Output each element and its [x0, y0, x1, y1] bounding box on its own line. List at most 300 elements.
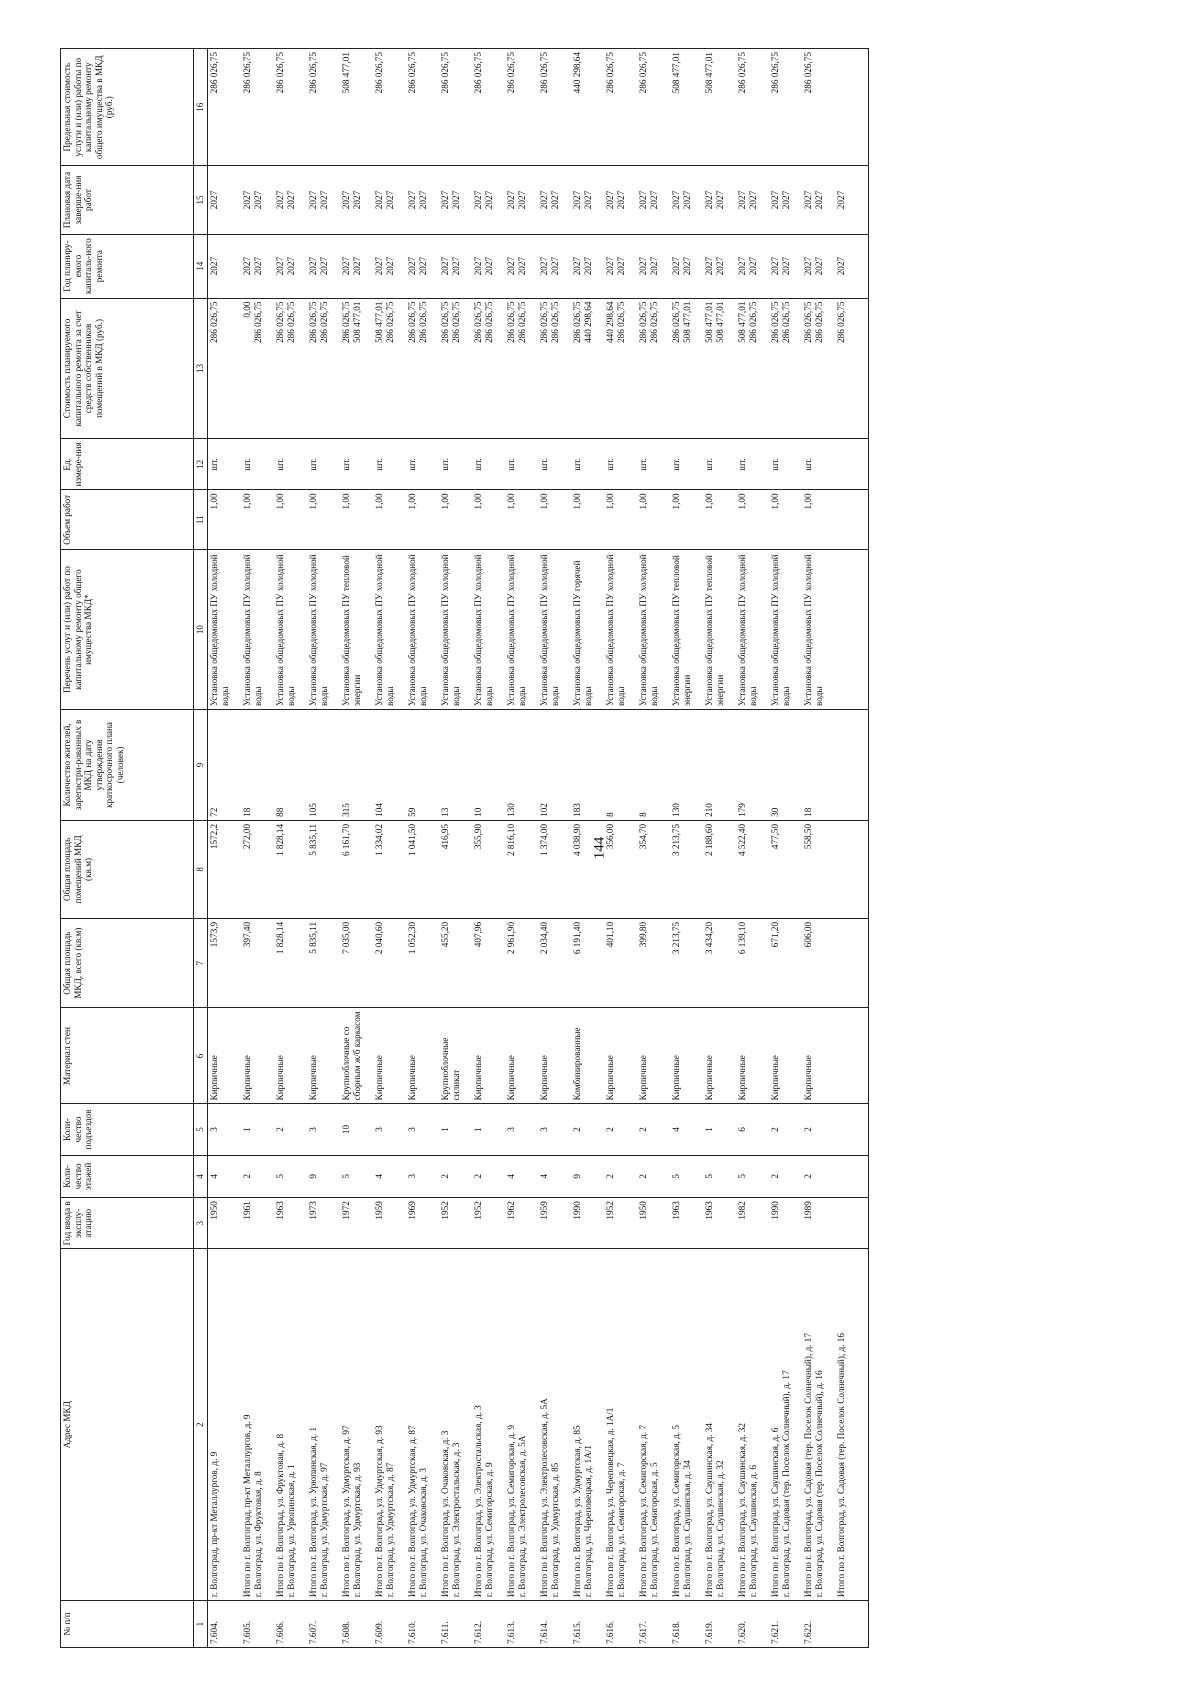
entrances: 1: [241, 1104, 274, 1155]
premises-area: 4 038,90: [571, 820, 604, 918]
floors: 2: [802, 1155, 835, 1198]
address-cell: [472, 1249, 505, 1601]
commission-year: 1959: [538, 1198, 571, 1249]
completion-date-cell: [505, 166, 538, 234]
table-row: [604, 49, 637, 1648]
completion-date: 2027: [319, 190, 330, 210]
cost-cell: [571, 298, 604, 439]
column-number: 8: [194, 820, 208, 918]
table-row: [703, 49, 736, 1648]
table-row: [670, 49, 703, 1648]
residents: 88: [274, 710, 307, 821]
subtotal-cost: 286 026,75: [341, 301, 351, 343]
work-volume: 1,00: [472, 490, 505, 550]
repair-year: 2027: [418, 256, 429, 276]
column-number: 4: [194, 1155, 208, 1198]
completion-date: 2027: [209, 190, 219, 210]
subtotal-label: Итого по г. Волгоград, ул. Саушинская, д. 6: [770, 1427, 780, 1598]
limit-cost: 286 026,75: [373, 49, 406, 166]
entrances: 3: [307, 1104, 340, 1155]
cost-cell: [208, 298, 242, 439]
entrances: 4: [670, 1104, 703, 1155]
cost: 286 026,75: [253, 301, 264, 343]
repair-plan-table: [60, 48, 869, 1648]
wall-material: Кирпичные: [307, 1008, 340, 1104]
work-volume: 1,00: [505, 490, 538, 550]
commission-year: 1950: [637, 1198, 670, 1249]
address: г. Волгоград, ул. Семигорская, д. 7: [616, 1462, 627, 1598]
limit-cost: 286 026,75: [505, 49, 538, 166]
cost-cell: [373, 298, 406, 439]
subtotal-label: Итого по г. Волгоград, ул. Удмуртская, д. 93: [374, 1425, 384, 1598]
cost: 508 477,01: [682, 301, 693, 343]
premises-area: 2 188,60: [703, 820, 736, 918]
residents: 18: [241, 710, 274, 821]
row-number: 7.618.: [670, 1601, 703, 1648]
entrances: 6: [736, 1104, 769, 1155]
table-body: [208, 49, 869, 1648]
floors: 2: [439, 1155, 472, 1198]
subtotal-completion-date: 2027: [638, 190, 648, 210]
floors: 5: [340, 1155, 373, 1198]
subtotal-label: Итого по г. Волгоград, ул. Саушинская, д. 32: [737, 1423, 747, 1598]
address: г. Волгоград, ул. Электростальская, д. 3: [451, 1442, 462, 1598]
column-header: № п/п: [61, 1601, 194, 1648]
floors: 2: [604, 1155, 637, 1198]
unit: шт.: [769, 439, 802, 490]
repair-year-cell: [472, 234, 505, 298]
work-volume: 1,00: [769, 490, 802, 550]
column-number: 2: [194, 1249, 208, 1601]
wall-material: Кирпичные: [406, 1008, 439, 1104]
wall-material: Крупноблочные силикат: [439, 1008, 472, 1104]
total-area: 671,20: [769, 918, 802, 1008]
cost-cell: [538, 298, 571, 439]
residents: 130: [505, 710, 538, 821]
entrances: 2: [571, 1104, 604, 1155]
floors: 4: [373, 1155, 406, 1198]
row-number: 7.609.: [373, 1601, 406, 1648]
commission-year: 1963: [703, 1198, 736, 1249]
wall-material: Кирпичные: [208, 1008, 242, 1104]
subtotal-label: Итого по г. Волгоград, ул. Фруктовая, д. 8: [275, 1433, 285, 1598]
final-total-row: [835, 49, 869, 1648]
commission-year: 1989: [802, 1198, 835, 1249]
row-number: 7.619.: [703, 1601, 736, 1648]
page-number: 144: [591, 836, 608, 860]
floors: 2: [637, 1155, 670, 1198]
total-area: 397,40: [241, 918, 274, 1008]
completion-date: 2027: [385, 190, 396, 210]
residents: 105: [307, 710, 340, 821]
premises-area: 477,50: [769, 820, 802, 918]
residents: 72: [208, 710, 242, 821]
empty-cell: [835, 1008, 869, 1104]
work-volume: 1,00: [307, 490, 340, 550]
completion-date: 2027: [616, 190, 627, 210]
work-type: Установка общедомовых ПУ холодной воды: [637, 550, 670, 710]
subtotal-completion-date: 2027: [374, 190, 384, 210]
work-type: Установка общедомовых ПУ холодной воды: [769, 550, 802, 710]
work-type: Установка общедомовых ПУ холодной воды: [472, 550, 505, 710]
entrances: 2: [769, 1104, 802, 1155]
address: г. Волгоград, ул. Удмуртская, д. 97: [319, 1462, 330, 1598]
row-number: 7.615.: [571, 1601, 604, 1648]
total-area: 5 835,11: [307, 918, 340, 1008]
empty-cell: [835, 439, 869, 490]
work-type: Установка общедомовых ПУ холодной воды: [439, 550, 472, 710]
cost: 286 026,75: [286, 301, 297, 343]
commission-year: 1952: [472, 1198, 505, 1249]
unit: шт.: [208, 439, 242, 490]
unit: шт.: [307, 439, 340, 490]
column-header: Перечень услуг и (или) работ по капитальному ремонту общего имущества МКД*: [61, 550, 194, 710]
cost: 286 026,75: [814, 301, 825, 343]
premises-area: 6 161,70: [340, 820, 373, 918]
row-number: 7.607.: [307, 1601, 340, 1648]
total-area: 3 213,75: [670, 918, 703, 1008]
empty-cell: [835, 550, 869, 710]
completion-date-cell: [571, 166, 604, 234]
subtotal-cost: 286 026,75: [572, 301, 582, 343]
repair-year-cell: [736, 234, 769, 298]
column-number: 13: [194, 298, 208, 439]
commission-year: 1973: [307, 1198, 340, 1249]
address: г. Волгоград, ул. Удмуртская, д. 93: [352, 1462, 363, 1598]
unit: шт.: [703, 439, 736, 490]
wall-material: Кирпичные: [604, 1008, 637, 1104]
subtotal-repair-year: 2027: [473, 256, 483, 276]
floors: 4: [208, 1155, 242, 1198]
entrances: 3: [538, 1104, 571, 1155]
empty-cell: [835, 1601, 869, 1648]
subtotal-repair-year: 2027: [605, 256, 615, 276]
commission-year: 1972: [340, 1198, 373, 1249]
limit-cost: 286 026,75: [406, 49, 439, 166]
limit-cost: 286 026,75: [736, 49, 769, 166]
subtotal-label: Итого по г. Волгоград, ул. Электростальская, д. 3: [473, 1405, 483, 1598]
subtotal-completion-date: 2027: [308, 190, 318, 210]
repair-year: 2027: [748, 256, 759, 276]
commission-year: 1959: [373, 1198, 406, 1249]
cost-cell: [307, 298, 340, 439]
work-volume: 1,00: [802, 490, 835, 550]
residents: 59: [406, 710, 439, 821]
subtotal-label: Итого по г. Волгоград, ул. Удмуртская, д. 85: [572, 1425, 582, 1598]
work-type: Установка общедомовых ПУ холодной воды: [241, 550, 274, 710]
cost-cell: [802, 298, 835, 439]
entrances: 1: [703, 1104, 736, 1155]
address: г. Волгоград, ул. Череповецкая, д. 1А/1: [583, 1445, 594, 1598]
work-volume: 1,00: [571, 490, 604, 550]
subtotal-label: Итого по г. Волгоград, ул. Семигорская, д. 9: [506, 1425, 516, 1598]
repair-year-cell: [340, 234, 373, 298]
column-number: 1: [194, 1601, 208, 1648]
total-area: 407,96: [472, 918, 505, 1008]
cost: 440 298,64: [583, 301, 594, 343]
limit-cost: 508 477,01: [703, 49, 736, 166]
completion-date-cell: [604, 166, 637, 234]
completion-date: 2027: [748, 190, 759, 210]
repair-plan-sheet: [60, 48, 1140, 1648]
unit: шт.: [571, 439, 604, 490]
work-volume: 1,00: [274, 490, 307, 550]
unit: шт.: [670, 439, 703, 490]
total-area: 2 040,60: [373, 918, 406, 1008]
address-cell: [736, 1249, 769, 1601]
total-area: 2 034,40: [538, 918, 571, 1008]
floors: 9: [307, 1155, 340, 1198]
subtotal-cost: 286 026,75: [770, 301, 780, 343]
completion-date: 2027: [253, 190, 264, 210]
completion-date-cell: [637, 166, 670, 234]
address: г. Волгоград, ул. Садовая (тер. Поселок Солнечный), д. 16: [814, 1370, 825, 1598]
entrances: 3: [505, 1104, 538, 1155]
column-header: Год планиру-емого капиталь-ного ремонта: [61, 234, 194, 298]
residents: 130: [670, 710, 703, 821]
total-area: 6 191,40: [571, 918, 604, 1008]
subtotal-repair-year: 2027: [704, 256, 714, 276]
work-type: Установка общедомовых ПУ холодной воды: [208, 550, 242, 710]
residents: 179: [736, 710, 769, 821]
table-row: [802, 49, 835, 1648]
subtotal-label: Итого по г. Волгоград, ул. Удмуртская, д. 87: [407, 1425, 417, 1598]
entrances: 3: [208, 1104, 242, 1155]
row-number: 7.617.: [637, 1601, 670, 1648]
total-area: 1 052,30: [406, 918, 439, 1008]
work-type: Установка общедомовых ПУ горячей воды: [571, 550, 604, 710]
limit-cost: 286 026,75: [769, 49, 802, 166]
address: г. Волгоград, ул. Саушинская, д. 34: [682, 1460, 693, 1598]
subtotal-cost: 286 026,75: [308, 301, 318, 343]
column-number: 11: [194, 490, 208, 550]
address-cell: [439, 1249, 472, 1601]
completion-date: 2027: [286, 190, 297, 210]
subtotal-repair-year: 2027: [671, 256, 681, 276]
completion-date-cell: [472, 166, 505, 234]
address-cell: [340, 1249, 373, 1601]
subtotal-repair-year: 2027: [374, 256, 384, 276]
address-cell: [703, 1249, 736, 1601]
wall-material: Кирпичные: [769, 1008, 802, 1104]
final-total-repair-year: 2027: [835, 234, 869, 298]
premises-area: 2 816,10: [505, 820, 538, 918]
address-cell: [604, 1249, 637, 1601]
premises-area: 558,50: [802, 820, 835, 918]
column-header: Стоимость планируемого капитального ремонта за счет средств собственников помещений в МКД (руб.): [61, 298, 194, 439]
repair-year: 2027: [451, 256, 462, 276]
completion-date-cell: [340, 166, 373, 234]
repair-year-cell: [802, 234, 835, 298]
column-number: 10: [194, 550, 208, 710]
subtotal-completion-date: 2027: [770, 190, 780, 210]
work-type: Установка общедомовых ПУ холодной воды: [307, 550, 340, 710]
table-row: [307, 49, 340, 1648]
repair-year: 2027: [550, 256, 561, 276]
unit: шт.: [340, 439, 373, 490]
address: г. Волгоград, ул. Семигорская, д. 9: [484, 1462, 495, 1598]
work-volume: 1,00: [373, 490, 406, 550]
row-number: 7.611.: [439, 1601, 472, 1648]
cost: 286 026,75: [616, 301, 627, 343]
wall-material: Кирпичные: [637, 1008, 670, 1104]
subtotal-label: Итого по г. Волгоград, ул. Семигорская, д. 5: [671, 1425, 681, 1598]
limit-cost: 508 477,01: [340, 49, 373, 166]
subtotal-repair-year: 2027: [539, 256, 549, 276]
total-area: 2 961,90: [505, 918, 538, 1008]
work-type: Установка общедомовых ПУ холодной воды: [538, 550, 571, 710]
column-number: 9: [194, 710, 208, 821]
unit: шт.: [637, 439, 670, 490]
unit: шт.: [736, 439, 769, 490]
work-volume: 1,00: [538, 490, 571, 550]
column-number: 6: [194, 1008, 208, 1104]
subtotal-cost: 286 026,75: [473, 301, 483, 343]
floors: 5: [274, 1155, 307, 1198]
commission-year: 1950: [208, 1198, 242, 1249]
commission-year: 1952: [439, 1198, 472, 1249]
total-area: 1 828,14: [274, 918, 307, 1008]
total-area: 6 139,10: [736, 918, 769, 1008]
cost-cell: [241, 298, 274, 439]
repair-year-cell: [505, 234, 538, 298]
wall-material: Крупноблочные со сборным ж/б каркасом: [340, 1008, 373, 1104]
completion-date: 2027: [682, 190, 693, 210]
completion-date-cell: [538, 166, 571, 234]
commission-year: 1982: [736, 1198, 769, 1249]
work-volume: 1,00: [340, 490, 373, 550]
final-total-completion-date: 2027: [835, 166, 869, 234]
empty-cell: [835, 1104, 869, 1155]
column-header: Общая площадь МКД, всего (кв.м): [61, 918, 194, 1008]
work-volume: 1,00: [637, 490, 670, 550]
subtotal-label: Итого по г. Волгоград, пр-кт Металлургов, д. 9: [242, 1414, 252, 1598]
repair-year-cell: [406, 234, 439, 298]
address-cell: [637, 1249, 670, 1601]
limit-cost: 286 026,75: [274, 49, 307, 166]
completion-date-cell: [769, 166, 802, 234]
cost-cell: [604, 298, 637, 439]
repair-year: 2027: [253, 256, 264, 276]
table-row: [340, 49, 373, 1648]
limit-cost: 286 026,75: [307, 49, 340, 166]
completion-date-cell: [406, 166, 439, 234]
work-type: Установка общедомовых ПУ тепловой энергии: [703, 550, 736, 710]
total-area: 606,00: [802, 918, 835, 1008]
row-number: 7.622.: [802, 1601, 835, 1648]
table-row: [637, 49, 670, 1648]
unit: шт.: [604, 439, 637, 490]
limit-cost: 286 026,75: [472, 49, 505, 166]
column-number: 7: [194, 918, 208, 1008]
completion-date-cell: [703, 166, 736, 234]
subtotal-completion-date: 2027: [506, 190, 516, 210]
total-area: 1573,9: [208, 918, 242, 1008]
subtotal-repair-year: 2027: [770, 256, 780, 276]
subtotal-cost: 508 477,01: [374, 301, 384, 343]
work-type: Установка общедомовых ПУ холодной воды: [406, 550, 439, 710]
table-row: [736, 49, 769, 1648]
completion-date-cell: [736, 166, 769, 234]
total-area: 401,10: [604, 918, 637, 1008]
column-header: Год ввода в эксплу-атацию: [61, 1198, 194, 1249]
repair-year-cell: [274, 234, 307, 298]
limit-cost: 286 026,75: [802, 49, 835, 166]
column-header: Количество жителей, зарегистри-рованных в МКД на дату утверждения краткосрочного плана (человек): [61, 710, 194, 821]
commission-year: 1961: [241, 1198, 274, 1249]
work-type: Установка общедомовых ПУ холодной воды: [373, 550, 406, 710]
residents: 102: [538, 710, 571, 821]
address: г. Волгоград, ул. Урюпинская, д. 1: [286, 1464, 297, 1598]
address-cell: [208, 1249, 242, 1601]
limit-cost: 286 026,75: [439, 49, 472, 166]
repair-year: 2027: [352, 256, 363, 276]
wall-material: Кирпичные: [538, 1008, 571, 1104]
total-area: 7 035,00: [340, 918, 373, 1008]
premises-area: 3 213,75: [670, 820, 703, 918]
address: г. Волгоград, ул. Семигорская, д. 5: [649, 1462, 660, 1598]
work-type: Установка общедомовых ПУ холодной воды: [604, 550, 637, 710]
address-cell: [373, 1249, 406, 1601]
repair-year: 2027: [616, 256, 627, 276]
repair-year-cell: [307, 234, 340, 298]
empty-cell: [835, 918, 869, 1008]
entrances: 2: [802, 1104, 835, 1155]
entrances: 2: [274, 1104, 307, 1155]
address: г. Волгоград, ул. Саушинская, д. 32: [715, 1460, 726, 1598]
total-area: 455,20: [439, 918, 472, 1008]
repair-year-cell: [538, 234, 571, 298]
work-volume: 1,00: [670, 490, 703, 550]
residents: 8: [604, 710, 637, 821]
limit-cost: 286 026,75: [208, 49, 242, 166]
row-number: 7.606.: [274, 1601, 307, 1648]
commission-year: 1952: [604, 1198, 637, 1249]
header-row: [61, 49, 194, 1648]
commission-year: 1990: [571, 1198, 604, 1249]
row-number: 7.621.: [769, 1601, 802, 1648]
address: г. Волгоград, ул. Удмуртская, д. 87: [385, 1462, 396, 1598]
subtotal-completion-date: 2027: [671, 190, 681, 210]
wall-material: Кирпичные: [802, 1008, 835, 1104]
subtotal-cost: 286 026,75: [407, 301, 417, 343]
subtotal-completion-date: 2027: [737, 190, 747, 210]
work-type: Установка общедомовых ПУ тепловой энергии: [340, 550, 373, 710]
address: г. Волгоград, пр-кт Металлургов, д. 9: [209, 1451, 219, 1598]
residents: 8: [637, 710, 670, 821]
address-cell: [538, 1249, 571, 1601]
subtotal-label: Итого по г. Волгоград, ул. Урюпинская, д. 1: [308, 1426, 318, 1598]
completion-date: 2027: [814, 190, 825, 210]
completion-date-cell: [802, 166, 835, 234]
address-cell: [670, 1249, 703, 1601]
premises-area: 1572,2: [208, 820, 242, 918]
row-number: 7.605.: [241, 1601, 274, 1648]
residents: 18: [802, 710, 835, 821]
repair-year-cell: [703, 234, 736, 298]
empty-cell: [835, 49, 869, 166]
row-number: 7.610.: [406, 1601, 439, 1648]
cost-cell: [736, 298, 769, 439]
subtotal-label: Итого по г. Волгоград, ул. Электролесовская, д. 5А: [539, 1398, 549, 1598]
column-header: Ед. измере-ния: [61, 439, 194, 490]
unit: шт.: [505, 439, 538, 490]
address-cell: [769, 1249, 802, 1601]
wall-material: Кирпичные: [703, 1008, 736, 1104]
subtotal-cost: 508 477,01: [704, 301, 714, 343]
address: г. Волгоград, ул. Удмуртская, д. 85: [550, 1462, 561, 1598]
final-total-label: [835, 1249, 869, 1601]
